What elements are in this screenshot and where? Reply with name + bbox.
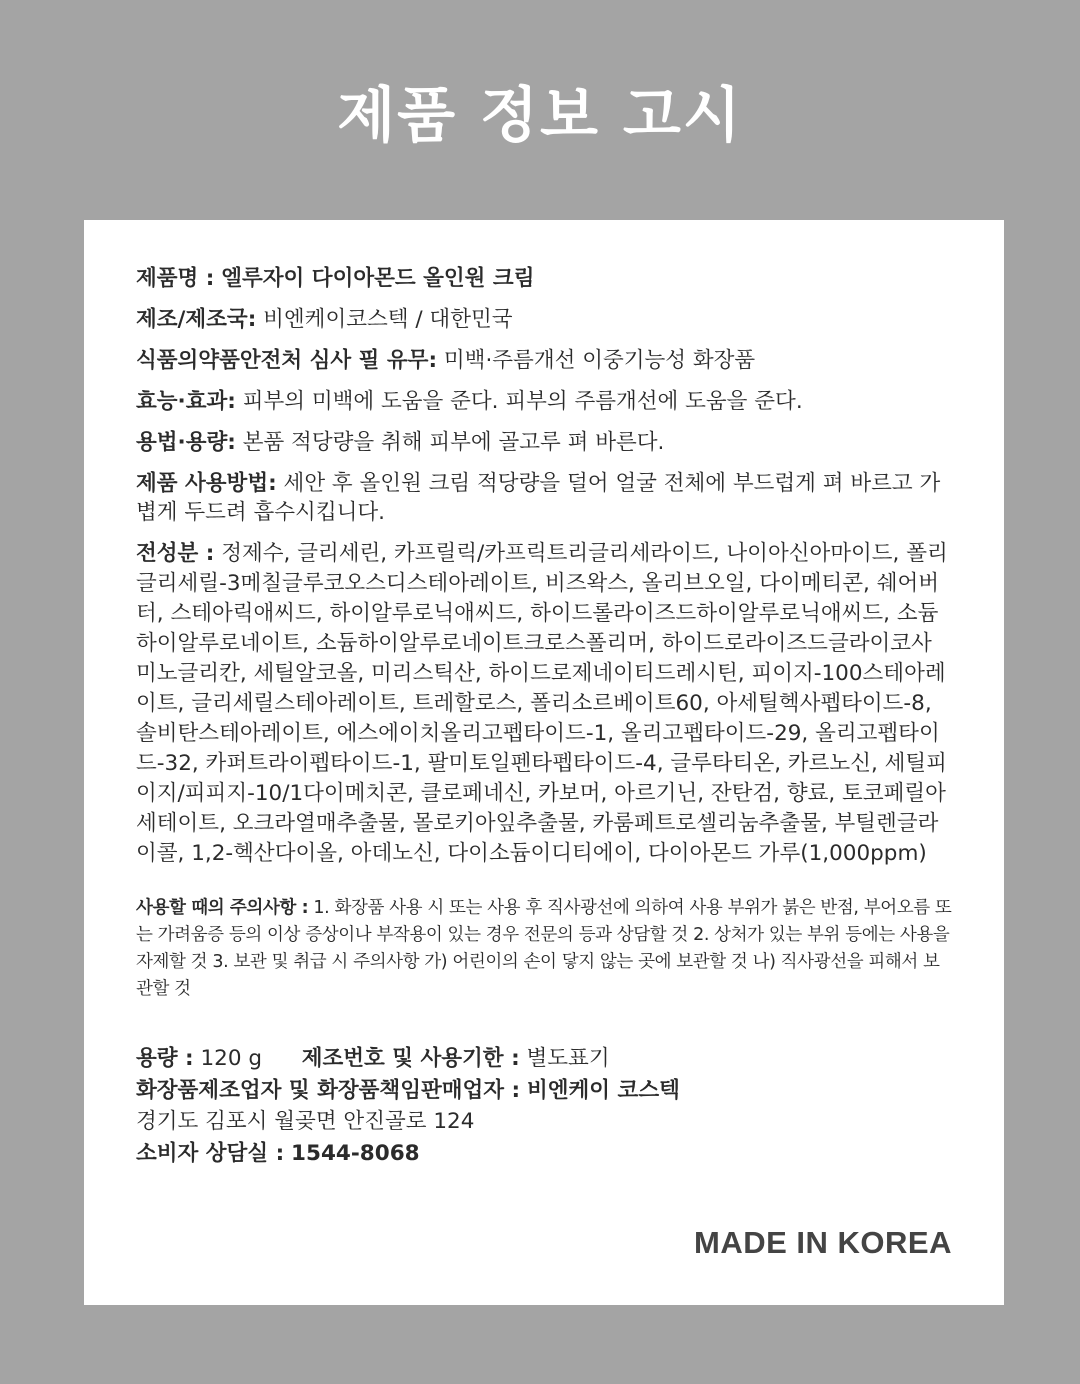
manufacturer-value: 비엔케이코스텍 / 대한민국 — [263, 307, 513, 332]
dosage-value: 본품 적당량을 취해 피부에 골고루 펴 바른다. — [242, 430, 665, 455]
customer-service-label: 소비자 상담실 : — [136, 1140, 285, 1166]
page-title: 제품 정보 고시 — [337, 81, 743, 151]
usage-label: 제품 사용방법: — [136, 471, 277, 496]
capacity-value: 120 g — [200, 1046, 262, 1071]
ingredients-row — [136, 539, 952, 869]
maker-value: 비엔케이 코스텍 — [526, 1077, 680, 1103]
product-name-value: 엘루자이 다이아몬드 올인원 크림 — [221, 266, 535, 291]
lot-value: 별도표기 — [526, 1046, 610, 1071]
footer-info — [136, 1043, 952, 1169]
address-row: 경기도 김포시 월곶면 안진골로 124 — [136, 1109, 475, 1134]
ingredients-value: 정제수, 글리세린, 카프릴릭/카프릭트리글리세라이드, 나이아신아마이드, 폴리글리세릴-3메칠글루코오스디스테아레이트, 비즈왁스, 올리브오일, 다이메티콘, 쉐어버터, 스테아릭애씨드, 하이알루로닉애씨드, 하이드롤라이즈드하이알루로닉애씨드, 소듐하이알루로네이트, 소듐하이알루로네이트크로스폴리머, 하이드로라이즈드글라이코사미노글리칸, 세틸알코올, 미리스틱산, 하이드로제네이티드레시틴, 피이지-100스테아레이트, 글리세릴스테아레이트, 트레할로스, 폴리소르베이트60, 아세틸헥사펩타이드-8, 솔비탄스테아레이트, 에스에이치올리고펩타이드-1, 올리고펩타이드-29, 올리고펩타이드-32, 카퍼트라이펩타이드-1, 팔미토일펜타펩타이드-4, 글루타티온, 카르노신, 세틸피이지/피피지-10/1다이메치콘, 클로페네신, 카보머, 아르기닌, 잔탄검, 향료, 토코페릴아세테이트, 오크라열매추출물, 몰로키아잎추출물, 카룸페트로셀리눔추출물, 부틸렌글라이콜, 1,2-헥산다이올, 아데노신, 다이소듐이디티에이, 다이아몬드 가루(1,000ppm) — [136, 541, 948, 866]
efficacy-row — [136, 387, 952, 416]
maker-label: 화장품제조업자 및 화장품책임판매업자 : — [136, 1077, 521, 1103]
product-name-label: 제품명 : — [136, 266, 215, 291]
ingredients-label: 전성분 : — [136, 541, 215, 566]
customer-service-phone: 1544-8068 — [291, 1140, 420, 1166]
mfds-review-label: 식품의약품안전처 심사 필 유무: — [136, 348, 438, 373]
efficacy-label: 효능·효과: — [136, 389, 236, 414]
manufacturer-label: 제조/제조국: — [136, 307, 257, 332]
usage-row — [136, 469, 952, 527]
mfds-review-row — [136, 346, 952, 375]
manufacturer-row — [136, 305, 952, 334]
product-name-row — [136, 264, 952, 293]
usage-value: 세안 후 올인원 크림 적당량을 덜어 얼굴 전체에 부드럽게 펴 바르고 가볍게 두드려 흡수시킵니다. — [136, 471, 941, 525]
caution-notice — [136, 895, 952, 1003]
capacity-row — [136, 1043, 952, 1075]
mfds-review-value: 미백·주름개선 이중기능성 화장품 — [443, 348, 756, 373]
lot-label: 제조번호 및 사용기한 : — [301, 1046, 520, 1071]
caution-label: 사용할 때의 주의사항 : — [136, 898, 309, 918]
caution-value: 1. 화장품 사용 시 또는 사용 후 직사광선에 의하여 사용 부위가 붉은 반점, 부어오름 또는 가려움증 등의 이상 증상이나 부작용이 있는 경우 전문의 등과 상담할 것 2. 상처가 있는 부위 등에는 사용을 자제할 것 3. 보관 및 취급 시 주의사항 가) 어린이의 손이 닿지 않는 곳에 보관할 것 나) 직사광선을 피해서 보관할 것 — [136, 898, 952, 999]
dosage-row — [136, 428, 952, 457]
customer-service-row — [136, 1138, 952, 1170]
efficacy-value: 피부의 미백에 도움을 준다. 피부의 주름개선에 도움을 준다. — [242, 389, 803, 414]
made-in-korea-label: MADE IN KOREA — [694, 1225, 952, 1260]
maker-row — [136, 1075, 952, 1107]
product-info-panel — [84, 220, 1004, 1305]
capacity-label: 용량 : — [136, 1046, 194, 1071]
dosage-label: 용법·용량: — [136, 430, 236, 455]
